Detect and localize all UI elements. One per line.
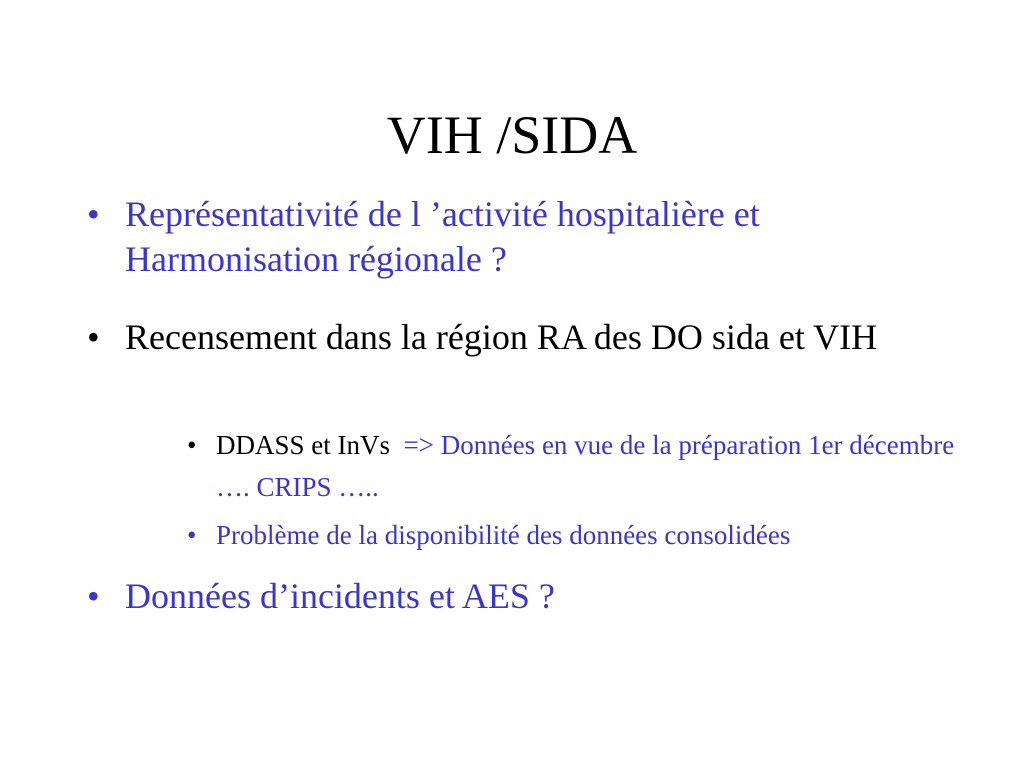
sub-bullet-item-ddass [187, 424, 977, 508]
bullet-item-recensement [87, 315, 967, 360]
sub-bullet-dot: • [187, 520, 197, 550]
bullet-dot: • [87, 576, 100, 616]
sub-bullet-item-probleme [187, 514, 977, 556]
bullet-text: Représentativité de l ’activité hospitalière et Harmonisation régionale ? [125, 194, 760, 279]
slide-title: VIH /SIDA [386, 105, 638, 165]
sub-bullet-main: => Données en vue de la préparation 1er décembre …. CRIPS ….. [216, 430, 955, 502]
bullet-dot: • [87, 194, 100, 234]
sub-bullet-dot: • [187, 430, 197, 460]
bullet-dot: • [87, 317, 100, 357]
sub-bullet-text: Problème de la disponibilité des données consolidées [216, 520, 791, 550]
bullet-text: Données d’incidents et AES ? [125, 576, 555, 616]
bullet-text: Recensement dans la région RA des DO sida et VIH [125, 317, 878, 357]
sub-bullet-prefix: DDASS et InVs [216, 430, 404, 460]
bullet-item-incidents [87, 574, 967, 619]
sub-bullet-text [216, 424, 976, 508]
bullet-item-representativite [87, 192, 967, 282]
